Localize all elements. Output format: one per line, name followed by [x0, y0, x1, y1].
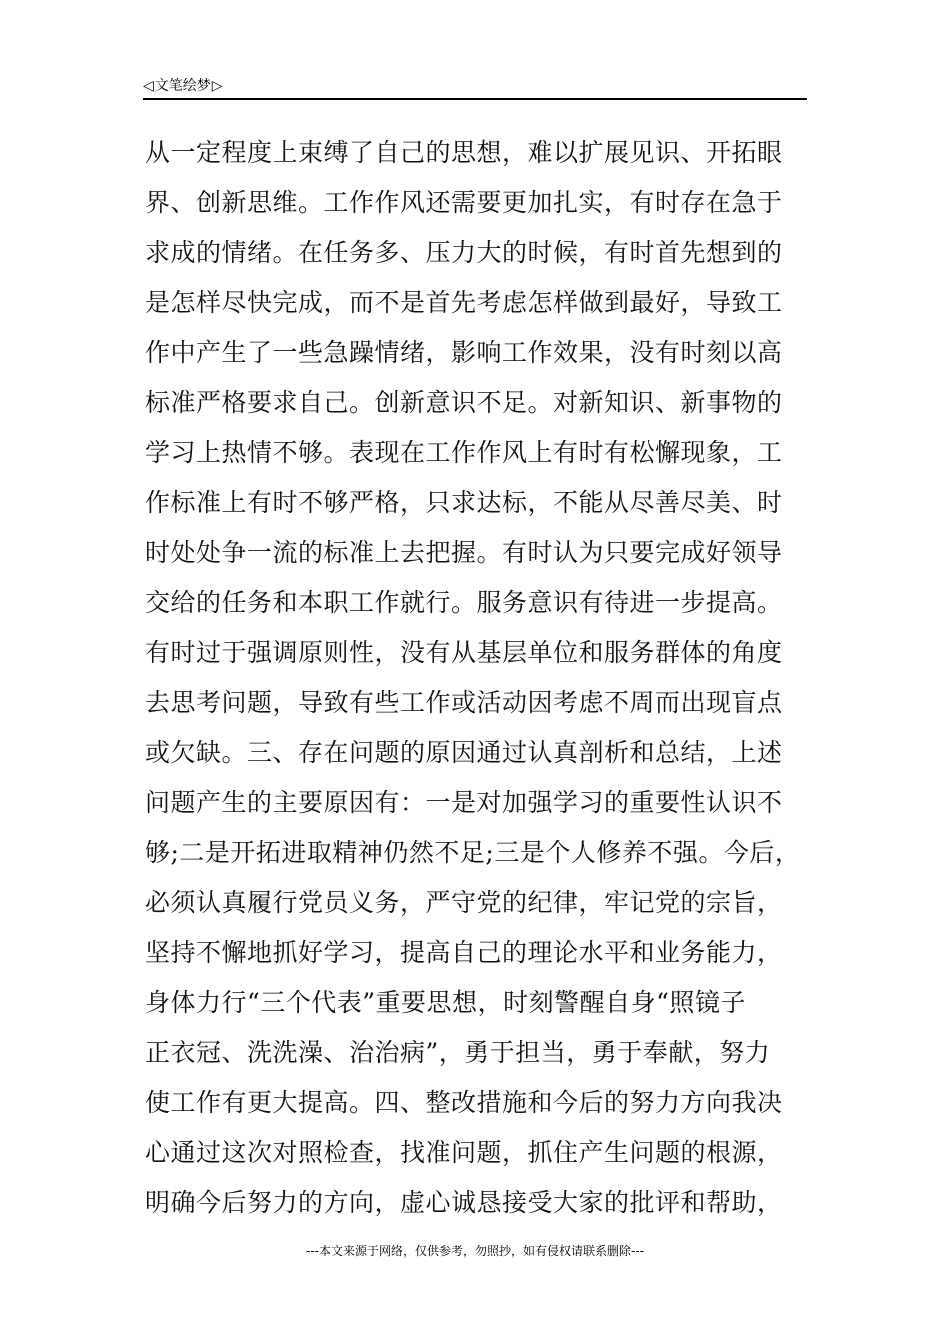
body-line: 学习上热情不够。表现在工作作风上有时有松懈现象，工 — [145, 438, 783, 467]
body-line: 使工作有更大提高。四、整改措施和今后的努力方向我决 — [145, 1088, 783, 1117]
body-line: 标准严格要求自己。创新意识不足。对新知识、新事物的 — [145, 388, 783, 417]
page-footer: ---本文来源于网络，仅供参考，勿照抄，如有侵权请联系删除--- — [306, 1244, 644, 1258]
body-line: 有时过于强调原则性，没有从基层单位和服务群体的角度 — [145, 638, 783, 667]
body-line: 作标准上有时不够严格，只求达标，不能从尽善尽美、时 — [145, 488, 783, 517]
body-line: 明确今后努力的方向，虚心诚恳接受大家的批评和帮助， — [145, 1188, 783, 1217]
body-line: 求成的情绪。在任务多、压力大的时候，有时首先想到的 — [145, 238, 783, 267]
left-triangle-icon: ◁ — [143, 78, 154, 94]
body-line: 心通过这次对照检查，找准问题，抓住产生问题的根源， — [145, 1138, 783, 1167]
body-line: 时处处争一流的标准上去把握。有时认为只要完成好领导 — [145, 538, 783, 567]
body-text — [145, 128, 825, 1228]
body-line: 去思考问题，导致有些工作或活动因考虑不周而出现盲点 — [145, 688, 783, 717]
body-line: 界、创新思维。工作作风还需要更加扎实，有时存在急于 — [145, 188, 783, 217]
header-title: 文笔绘梦 — [154, 78, 211, 94]
body-line: 或欠缺。三、存在问题的原因通过认真剖析和总结，上述 — [145, 738, 783, 767]
body-line: 正衣冠、洗洗澡、治治病”，勇于担当，勇于奉献，努力 — [145, 1038, 771, 1067]
body-line: 问题产生的主要原因有：一是对加强学习的重要性认识不 — [145, 788, 783, 817]
body-line: 身体力行“三个代表”重要思想，时刻警醒自身“照镜子 — [145, 988, 746, 1017]
body-line: 作中产生了一些急躁情绪，影响工作效果，没有时刻以高 — [145, 338, 783, 367]
body-line: 从一定程度上束缚了自己的思想，难以扩展见识、开拓眼 — [145, 138, 783, 167]
body-line: 够;二是开拓进取精神仍然不足;三是个人修养不强。今后， — [145, 838, 801, 867]
right-triangle-icon: ▷ — [211, 78, 223, 94]
body-line: 交给的任务和本职工作就行。服务意识有待进一步提高。 — [145, 588, 783, 617]
body-line: 是怎样尽快完成，而不是首先考虑怎样做到最好，导致工 — [145, 288, 783, 317]
page-header — [143, 74, 807, 100]
body-line: 必须认真履行党员义务，严守党的纪律，牢记党的宗旨， — [145, 888, 783, 917]
body-line: 坚持不懈地抓好学习，提高自己的理论水平和业务能力， — [145, 938, 783, 967]
